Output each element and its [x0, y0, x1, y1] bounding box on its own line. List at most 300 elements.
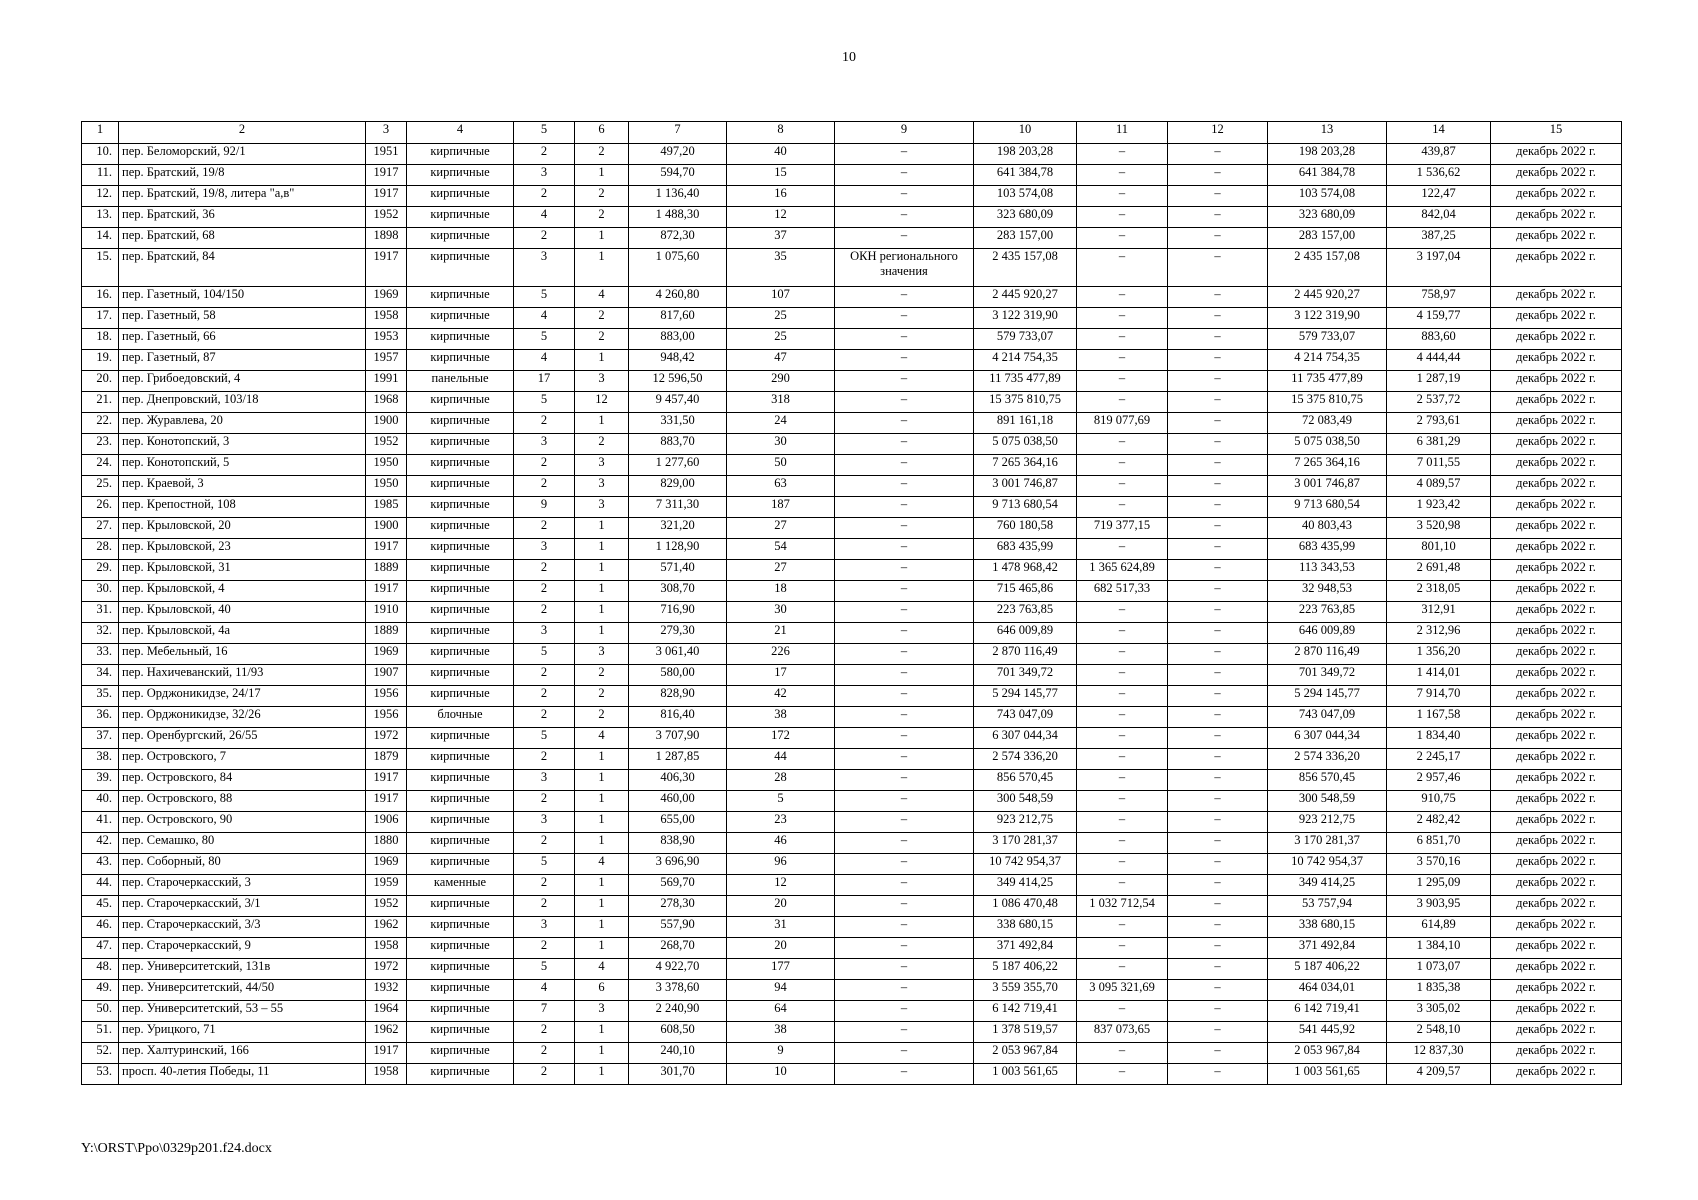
cell-deadline: декабрь 2022 г. [1491, 707, 1622, 728]
cell-col-10-value: 3 170 281,37 [974, 833, 1077, 854]
cell-area: 1 128,90 [629, 539, 727, 560]
cell-col-11-value: 1 032 712,54 [1077, 896, 1168, 917]
cell-entrances: 3 [575, 371, 629, 392]
cell-col-10-value: 283 157,00 [974, 228, 1077, 249]
cell-wall-material: кирпичные [407, 812, 514, 833]
cell-col-13-value: 349 414,25 [1268, 875, 1387, 896]
cell-heritage-status: – [835, 959, 974, 980]
column-header: 7 [629, 122, 727, 144]
cell-col-13-value: 10 742 954,37 [1268, 854, 1387, 875]
cell-col-11-value: – [1077, 623, 1168, 644]
cell-col-13-value: 2 435 157,08 [1268, 249, 1387, 287]
cell-area: 1 136,40 [629, 186, 727, 207]
cell-residents: 20 [727, 896, 835, 917]
cell-entrances: 2 [575, 186, 629, 207]
table-row [82, 476, 1622, 497]
cell-row-number: 10. [82, 144, 119, 165]
cell-area: 816,40 [629, 707, 727, 728]
cell-row-number: 31. [82, 602, 119, 623]
table-row [82, 665, 1622, 686]
cell-floors: 2 [514, 791, 575, 812]
cell-col-12-value: – [1168, 686, 1268, 707]
cell-col-11-value: 1 365 624,89 [1077, 560, 1168, 581]
cell-residents: 50 [727, 455, 835, 476]
cell-year-built: 1964 [366, 1001, 407, 1022]
table-row [82, 623, 1622, 644]
cell-deadline: декабрь 2022 г. [1491, 165, 1622, 186]
cell-col-13-value: 338 680,15 [1268, 917, 1387, 938]
cell-wall-material: кирпичные [407, 980, 514, 1001]
column-header: 11 [1077, 122, 1168, 144]
cell-floors: 2 [514, 228, 575, 249]
cell-area: 1 287,85 [629, 749, 727, 770]
cell-area: 4 922,70 [629, 959, 727, 980]
cell-area: 278,30 [629, 896, 727, 917]
cell-col-10-value: 323 680,09 [974, 207, 1077, 228]
cell-address: пер. Крыловской, 20 [119, 518, 366, 539]
cell-address: пер. Днепровский, 103/18 [119, 392, 366, 413]
cell-area: 279,30 [629, 623, 727, 644]
cell-wall-material: кирпичные [407, 1064, 514, 1085]
cell-deadline: декабрь 2022 г. [1491, 644, 1622, 665]
cell-col-13-value: 223 763,85 [1268, 602, 1387, 623]
cell-wall-material: кирпичные [407, 165, 514, 186]
cell-row-number: 18. [82, 329, 119, 350]
cell-col-14-value: 883,60 [1387, 329, 1491, 350]
cell-col-12-value: – [1168, 602, 1268, 623]
page-number: 10 [842, 50, 856, 65]
cell-col-13-value: 2 053 967,84 [1268, 1043, 1387, 1064]
cell-wall-material: кирпичные [407, 938, 514, 959]
cell-row-number: 30. [82, 581, 119, 602]
cell-area: 828,90 [629, 686, 727, 707]
cell-floors: 5 [514, 392, 575, 413]
cell-address: пер. Старочеркасский, 3/3 [119, 917, 366, 938]
cell-col-11-value: – [1077, 812, 1168, 833]
cell-row-number: 15. [82, 249, 119, 287]
cell-address: пер. Островского, 84 [119, 770, 366, 791]
cell-row-number: 27. [82, 518, 119, 539]
table-row [82, 350, 1622, 371]
table-row [82, 287, 1622, 308]
cell-entrances: 1 [575, 539, 629, 560]
table-row [82, 518, 1622, 539]
cell-col-10-value: 715 465,86 [974, 581, 1077, 602]
cell-row-number: 39. [82, 770, 119, 791]
cell-col-11-value: 719 377,15 [1077, 518, 1168, 539]
column-header: 2 [119, 122, 366, 144]
cell-col-13-value: 15 375 810,75 [1268, 392, 1387, 413]
cell-col-13-value: 4 214 754,35 [1268, 350, 1387, 371]
cell-address: пер. Газетный, 87 [119, 350, 366, 371]
cell-col-13-value: 283 157,00 [1268, 228, 1387, 249]
cell-col-13-value: 323 680,09 [1268, 207, 1387, 228]
cell-entrances: 2 [575, 686, 629, 707]
table-row [82, 434, 1622, 455]
cell-col-13-value: 3 001 746,87 [1268, 476, 1387, 497]
cell-entrances: 1 [575, 560, 629, 581]
cell-row-number: 36. [82, 707, 119, 728]
cell-entrances: 4 [575, 854, 629, 875]
cell-col-14-value: 4 089,57 [1387, 476, 1491, 497]
cell-row-number: 29. [82, 560, 119, 581]
cell-entrances: 2 [575, 434, 629, 455]
cell-wall-material: каменные [407, 875, 514, 896]
cell-col-10-value: 6 307 044,34 [974, 728, 1077, 749]
cell-entrances: 1 [575, 812, 629, 833]
cell-address: пер. Братский, 84 [119, 249, 366, 287]
cell-col-10-value: 2 445 920,27 [974, 287, 1077, 308]
cell-area: 829,00 [629, 476, 727, 497]
cell-floors: 9 [514, 497, 575, 518]
cell-col-13-value: 113 343,53 [1268, 560, 1387, 581]
cell-col-14-value: 2 691,48 [1387, 560, 1491, 581]
cell-deadline: декабрь 2022 г. [1491, 749, 1622, 770]
cell-entrances: 1 [575, 165, 629, 186]
table-row [82, 1064, 1622, 1085]
cell-address: пер. Братский, 36 [119, 207, 366, 228]
column-header: 3 [366, 122, 407, 144]
cell-entrances: 6 [575, 980, 629, 1001]
cell-wall-material: кирпичные [407, 476, 514, 497]
cell-row-number: 24. [82, 455, 119, 476]
cell-floors: 2 [514, 560, 575, 581]
cell-wall-material: кирпичные [407, 833, 514, 854]
cell-residents: 28 [727, 770, 835, 791]
cell-address: пер. Конотопский, 3 [119, 434, 366, 455]
cell-col-14-value: 801,10 [1387, 539, 1491, 560]
cell-residents: 54 [727, 539, 835, 560]
cell-row-number: 47. [82, 938, 119, 959]
cell-floors: 17 [514, 371, 575, 392]
cell-deadline: декабрь 2022 г. [1491, 476, 1622, 497]
cell-year-built: 1958 [366, 308, 407, 329]
cell-col-10-value: 1 003 561,65 [974, 1064, 1077, 1085]
cell-row-number: 17. [82, 308, 119, 329]
cell-entrances: 1 [575, 602, 629, 623]
cell-year-built: 1879 [366, 749, 407, 770]
cell-residents: 5 [727, 791, 835, 812]
cell-deadline: декабрь 2022 г. [1491, 350, 1622, 371]
cell-entrances: 1 [575, 749, 629, 770]
cell-wall-material: кирпичные [407, 350, 514, 371]
cell-deadline: декабрь 2022 г. [1491, 959, 1622, 980]
cell-year-built: 1958 [366, 1064, 407, 1085]
cell-year-built: 1953 [366, 329, 407, 350]
cell-wall-material: кирпичные [407, 854, 514, 875]
cell-wall-material: кирпичные [407, 1043, 514, 1064]
cell-heritage-status: – [835, 686, 974, 707]
cell-year-built: 1917 [366, 249, 407, 287]
cell-year-built: 1917 [366, 770, 407, 791]
cell-col-14-value: 3 197,04 [1387, 249, 1491, 287]
table-row [82, 959, 1622, 980]
cell-floors: 2 [514, 749, 575, 770]
table-row [82, 686, 1622, 707]
cell-floors: 4 [514, 350, 575, 371]
cell-col-10-value: 856 570,45 [974, 770, 1077, 791]
cell-wall-material: кирпичные [407, 896, 514, 917]
cell-year-built: 1950 [366, 455, 407, 476]
cell-floors: 5 [514, 644, 575, 665]
cell-col-10-value: 1 478 968,42 [974, 560, 1077, 581]
column-header: 13 [1268, 122, 1387, 144]
cell-col-13-value: 72 083,49 [1268, 413, 1387, 434]
cell-col-10-value: 5 187 406,22 [974, 959, 1077, 980]
cell-address: пер. Нахичеванский, 11/93 [119, 665, 366, 686]
cell-year-built: 1969 [366, 287, 407, 308]
cell-col-10-value: 11 735 477,89 [974, 371, 1077, 392]
cell-area: 872,30 [629, 228, 727, 249]
table-row [82, 707, 1622, 728]
cell-col-14-value: 12 837,30 [1387, 1043, 1491, 1064]
cell-col-13-value: 579 733,07 [1268, 329, 1387, 350]
cell-heritage-status: – [835, 854, 974, 875]
cell-heritage-status: – [835, 812, 974, 833]
cell-col-12-value: – [1168, 371, 1268, 392]
cell-row-number: 46. [82, 917, 119, 938]
cell-year-built: 1880 [366, 833, 407, 854]
cell-year-built: 1962 [366, 917, 407, 938]
cell-heritage-status: – [835, 1001, 974, 1022]
cell-col-13-value: 743 047,09 [1268, 707, 1387, 728]
cell-floors: 3 [514, 249, 575, 287]
cell-residents: 226 [727, 644, 835, 665]
cell-deadline: декабрь 2022 г. [1491, 917, 1622, 938]
cell-address: пер. Оренбургский, 26/55 [119, 728, 366, 749]
cell-address: пер. Братский, 19/8 [119, 165, 366, 186]
table-row [82, 980, 1622, 1001]
cell-area: 7 311,30 [629, 497, 727, 518]
cell-area: 240,10 [629, 1043, 727, 1064]
cell-area: 3 061,40 [629, 644, 727, 665]
cell-entrances: 2 [575, 665, 629, 686]
cell-wall-material: кирпичные [407, 791, 514, 812]
cell-floors: 2 [514, 413, 575, 434]
column-header: 15 [1491, 122, 1622, 144]
cell-wall-material: блочные [407, 707, 514, 728]
table-row [82, 249, 1622, 287]
cell-col-12-value: – [1168, 917, 1268, 938]
cell-deadline: декабрь 2022 г. [1491, 560, 1622, 581]
cell-entrances: 2 [575, 207, 629, 228]
cell-col-10-value: 10 742 954,37 [974, 854, 1077, 875]
cell-col-10-value: 7 265 364,16 [974, 455, 1077, 476]
cell-col-11-value: – [1077, 875, 1168, 896]
cell-col-12-value: – [1168, 476, 1268, 497]
cell-area: 838,90 [629, 833, 727, 854]
cell-floors: 2 [514, 144, 575, 165]
cell-year-built: 1900 [366, 518, 407, 539]
cell-col-10-value: 198 203,28 [974, 144, 1077, 165]
cell-residents: 27 [727, 518, 835, 539]
cell-col-11-value: – [1077, 249, 1168, 287]
cell-heritage-status: – [835, 1064, 974, 1085]
cell-col-12-value: – [1168, 392, 1268, 413]
cell-col-14-value: 6 381,29 [1387, 434, 1491, 455]
table-row [82, 371, 1622, 392]
cell-residents: 64 [727, 1001, 835, 1022]
cell-col-11-value: – [1077, 1043, 1168, 1064]
cell-address: пер. Журавлева, 20 [119, 413, 366, 434]
cell-heritage-status: – [835, 644, 974, 665]
cell-wall-material: кирпичные [407, 308, 514, 329]
cell-col-10-value: 3 559 355,70 [974, 980, 1077, 1001]
cell-deadline: декабрь 2022 г. [1491, 228, 1622, 249]
cell-row-number: 19. [82, 350, 119, 371]
cell-col-13-value: 7 265 364,16 [1268, 455, 1387, 476]
cell-col-11-value: – [1077, 308, 1168, 329]
cell-address: пер. Крыловской, 40 [119, 602, 366, 623]
cell-deadline: декабрь 2022 г. [1491, 791, 1622, 812]
cell-year-built: 1952 [366, 896, 407, 917]
cell-residents: 318 [727, 392, 835, 413]
cell-area: 1 075,60 [629, 249, 727, 287]
cell-year-built: 1932 [366, 980, 407, 1001]
cell-wall-material: кирпичные [407, 644, 514, 665]
cell-row-number: 32. [82, 623, 119, 644]
cell-col-11-value: – [1077, 665, 1168, 686]
cell-col-11-value: 682 517,33 [1077, 581, 1168, 602]
cell-floors: 2 [514, 833, 575, 854]
cell-residents: 47 [727, 350, 835, 371]
cell-col-14-value: 6 851,70 [1387, 833, 1491, 854]
cell-heritage-status: – [835, 329, 974, 350]
cell-col-10-value: 923 212,75 [974, 812, 1077, 833]
cell-area: 1 277,60 [629, 455, 727, 476]
cell-floors: 2 [514, 186, 575, 207]
cell-col-10-value: 103 574,08 [974, 186, 1077, 207]
cell-floors: 5 [514, 287, 575, 308]
cell-col-14-value: 387,25 [1387, 228, 1491, 249]
cell-area: 608,50 [629, 1022, 727, 1043]
cell-col-11-value: – [1077, 938, 1168, 959]
cell-deadline: декабрь 2022 г. [1491, 581, 1622, 602]
cell-residents: 42 [727, 686, 835, 707]
cell-col-14-value: 842,04 [1387, 207, 1491, 228]
cell-address: пер. Газетный, 104/150 [119, 287, 366, 308]
table-row [82, 413, 1622, 434]
cell-address: пер. Крыловской, 4 [119, 581, 366, 602]
table-row [82, 329, 1622, 350]
cell-col-13-value: 6 307 044,34 [1268, 728, 1387, 749]
cell-col-10-value: 891 161,18 [974, 413, 1077, 434]
cell-deadline: декабрь 2022 г. [1491, 455, 1622, 476]
cell-wall-material: кирпичные [407, 287, 514, 308]
cell-year-built: 1958 [366, 938, 407, 959]
cell-address: пер. Крыловской, 4а [119, 623, 366, 644]
cell-entrances: 3 [575, 1001, 629, 1022]
cell-row-number: 38. [82, 749, 119, 770]
cell-entrances: 1 [575, 623, 629, 644]
cell-col-11-value: – [1077, 1064, 1168, 1085]
cell-area: 3 378,60 [629, 980, 727, 1001]
cell-floors: 2 [514, 581, 575, 602]
cell-floors: 2 [514, 875, 575, 896]
cell-deadline: декабрь 2022 г. [1491, 1001, 1622, 1022]
cell-col-12-value: – [1168, 623, 1268, 644]
cell-floors: 2 [514, 665, 575, 686]
cell-col-12-value: – [1168, 875, 1268, 896]
cell-address: пер. Старочеркасский, 9 [119, 938, 366, 959]
cell-wall-material: кирпичные [407, 602, 514, 623]
cell-wall-material: кирпичные [407, 749, 514, 770]
cell-row-number: 28. [82, 539, 119, 560]
table-row [82, 917, 1622, 938]
cell-col-12-value: – [1168, 1022, 1268, 1043]
cell-row-number: 11. [82, 165, 119, 186]
cell-year-built: 1917 [366, 165, 407, 186]
cell-col-11-value: – [1077, 455, 1168, 476]
column-header: 9 [835, 122, 974, 144]
cell-col-13-value: 300 548,59 [1268, 791, 1387, 812]
cell-col-13-value: 371 492,84 [1268, 938, 1387, 959]
cell-col-11-value: – [1077, 371, 1168, 392]
cell-col-12-value: – [1168, 228, 1268, 249]
cell-year-built: 1917 [366, 791, 407, 812]
cell-floors: 2 [514, 686, 575, 707]
cell-year-built: 1968 [366, 392, 407, 413]
cell-area: 268,70 [629, 938, 727, 959]
cell-col-13-value: 53 757,94 [1268, 896, 1387, 917]
cell-col-14-value: 3 570,16 [1387, 854, 1491, 875]
table-row [82, 455, 1622, 476]
cell-col-12-value: – [1168, 581, 1268, 602]
cell-entrances: 4 [575, 287, 629, 308]
table-row [82, 854, 1622, 875]
cell-col-13-value: 541 445,92 [1268, 1022, 1387, 1043]
table-row [82, 1022, 1622, 1043]
cell-col-13-value: 2 574 336,20 [1268, 749, 1387, 770]
cell-col-14-value: 1 287,19 [1387, 371, 1491, 392]
cell-entrances: 1 [575, 1022, 629, 1043]
cell-residents: 30 [727, 602, 835, 623]
cell-col-13-value: 40 803,43 [1268, 518, 1387, 539]
cell-address: пер. Соборный, 80 [119, 854, 366, 875]
cell-deadline: декабрь 2022 г. [1491, 686, 1622, 707]
cell-entrances: 1 [575, 770, 629, 791]
table-row [82, 602, 1622, 623]
cell-area: 3 707,90 [629, 728, 727, 749]
cell-col-10-value: 2 574 336,20 [974, 749, 1077, 770]
cell-wall-material: кирпичные [407, 392, 514, 413]
cell-residents: 46 [727, 833, 835, 854]
cell-deadline: декабрь 2022 г. [1491, 539, 1622, 560]
cell-entrances: 1 [575, 249, 629, 287]
cell-col-10-value: 760 180,58 [974, 518, 1077, 539]
cell-col-12-value: – [1168, 980, 1268, 1001]
cell-col-14-value: 2 548,10 [1387, 1022, 1491, 1043]
cell-col-14-value: 1 923,42 [1387, 497, 1491, 518]
cell-residents: 9 [727, 1043, 835, 1064]
table-header-row [82, 122, 1622, 144]
cell-col-13-value: 923 212,75 [1268, 812, 1387, 833]
cell-heritage-status: – [835, 308, 974, 329]
cell-heritage-status: – [835, 728, 974, 749]
cell-col-14-value: 4 444,44 [1387, 350, 1491, 371]
cell-deadline: декабрь 2022 г. [1491, 728, 1622, 749]
table-row [82, 497, 1622, 518]
cell-area: 9 457,40 [629, 392, 727, 413]
cell-col-13-value: 5 294 145,77 [1268, 686, 1387, 707]
cell-floors: 3 [514, 165, 575, 186]
cell-row-number: 40. [82, 791, 119, 812]
table-row [82, 791, 1622, 812]
cell-heritage-status: ОКН регионального значения [835, 249, 974, 287]
table-row [82, 938, 1622, 959]
cell-col-14-value: 439,87 [1387, 144, 1491, 165]
cell-wall-material: кирпичные [407, 539, 514, 560]
